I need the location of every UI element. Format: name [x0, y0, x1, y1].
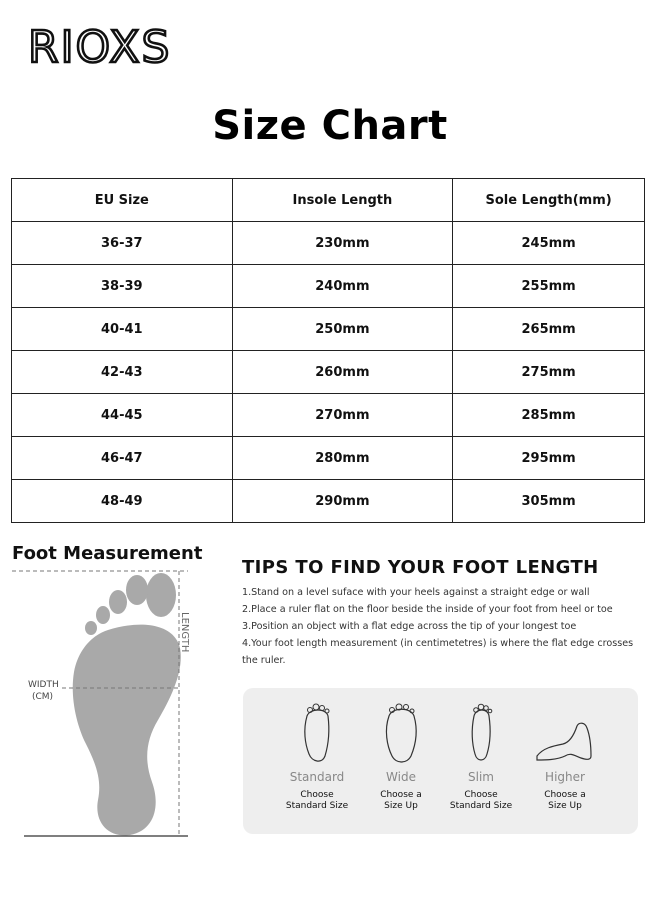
table-row — [12, 222, 645, 265]
table-row — [12, 437, 645, 480]
advice-line: Standard Size — [285, 801, 349, 811]
foot-type-label: Slim — [468, 770, 494, 784]
cell-eu-size: 48-49 — [12, 480, 233, 523]
slim-foot-icon — [461, 702, 501, 768]
cell-insole-length: 290mm — [232, 480, 453, 523]
foot-type-label: Standard — [289, 770, 345, 784]
cell-insole-length: 250mm — [232, 308, 453, 351]
advice-line: Choose a — [380, 790, 422, 800]
cell-eu-size: 46-47 — [12, 437, 233, 480]
tip-item: 4.Your foot length measurement (in centimetetres) is where the flat edge crosses the ruler. — [242, 638, 634, 666]
table-header-row — [12, 179, 645, 222]
size-table — [11, 178, 645, 523]
foot-type-card — [243, 688, 638, 834]
width-unit-label: (CM) — [32, 692, 54, 702]
cell-insole-length: 260mm — [232, 351, 453, 394]
table-row — [12, 308, 645, 351]
foot-type-label: Higher — [545, 770, 585, 784]
table-row — [12, 351, 645, 394]
foot-type-advice — [356, 790, 446, 812]
foot-type-slim — [436, 702, 526, 812]
brand-logo — [28, 20, 268, 70]
foot-type-label: Wide — [386, 770, 416, 784]
header-eu-size: EU Size — [12, 179, 233, 222]
tip-item: 1.Stand on a level suface with your heels against a straight edge or wall — [242, 587, 590, 598]
cell-eu-size: 36-37 — [12, 222, 233, 265]
advice-line: Choose a — [544, 790, 586, 800]
tip-item: 2.Place a ruler flat on the floor beside the inside of your foot from heel or toe — [242, 604, 613, 615]
cell-sole-length: 245mm — [453, 222, 645, 265]
cell-sole-length: 305mm — [453, 480, 645, 523]
tips-title: TIPS TO FIND YOUR FOOT LENGTH — [242, 557, 599, 578]
footprint-icon — [73, 573, 181, 835]
foot-type-advice — [520, 790, 610, 812]
foot-type-higher — [520, 702, 610, 812]
cell-sole-length: 295mm — [453, 437, 645, 480]
foot-measurement-diagram — [12, 568, 232, 848]
cell-eu-size: 44-45 — [12, 394, 233, 437]
advice-line: Size Up — [548, 801, 582, 811]
cell-sole-length: 275mm — [453, 351, 645, 394]
advice-line: Size Up — [384, 801, 418, 811]
page-title: Size Chart — [212, 103, 448, 149]
length-label: LENGTH — [179, 612, 190, 653]
tips-list — [242, 584, 642, 669]
foot-type-advice — [436, 790, 526, 812]
table-row — [12, 480, 645, 523]
cell-eu-size: 40-41 — [12, 308, 233, 351]
cell-eu-size: 42-43 — [12, 351, 233, 394]
standard-foot-icon — [297, 702, 337, 768]
width-label: WIDTH — [28, 680, 59, 690]
foot-measurement-title: Foot Measurement — [12, 543, 203, 564]
foot-type-advice — [272, 790, 362, 812]
cell-insole-length: 280mm — [232, 437, 453, 480]
cell-sole-length: 265mm — [453, 308, 645, 351]
wide-foot-icon — [381, 702, 421, 768]
tip-item: 3.Position an object with a flat edge across the tip of your longest toe — [242, 621, 577, 632]
cell-insole-length: 230mm — [232, 222, 453, 265]
header-insole-length: Insole Length — [232, 179, 453, 222]
advice-line: Standard Size — [449, 801, 513, 811]
cell-sole-length: 285mm — [453, 394, 645, 437]
high-arch-foot-icon — [533, 702, 597, 768]
brand-text: RIOXS — [28, 22, 172, 70]
advice-line: Choose — [464, 790, 498, 800]
cell-insole-length: 270mm — [232, 394, 453, 437]
foot-type-standard — [272, 702, 362, 812]
header-sole-length: Sole Length(mm) — [453, 179, 645, 222]
cell-insole-length: 240mm — [232, 265, 453, 308]
foot-type-wide — [356, 702, 446, 812]
table-row — [12, 394, 645, 437]
cell-sole-length: 255mm — [453, 265, 645, 308]
advice-line: Choose — [300, 790, 334, 800]
cell-eu-size: 38-39 — [12, 265, 233, 308]
table-row — [12, 265, 645, 308]
